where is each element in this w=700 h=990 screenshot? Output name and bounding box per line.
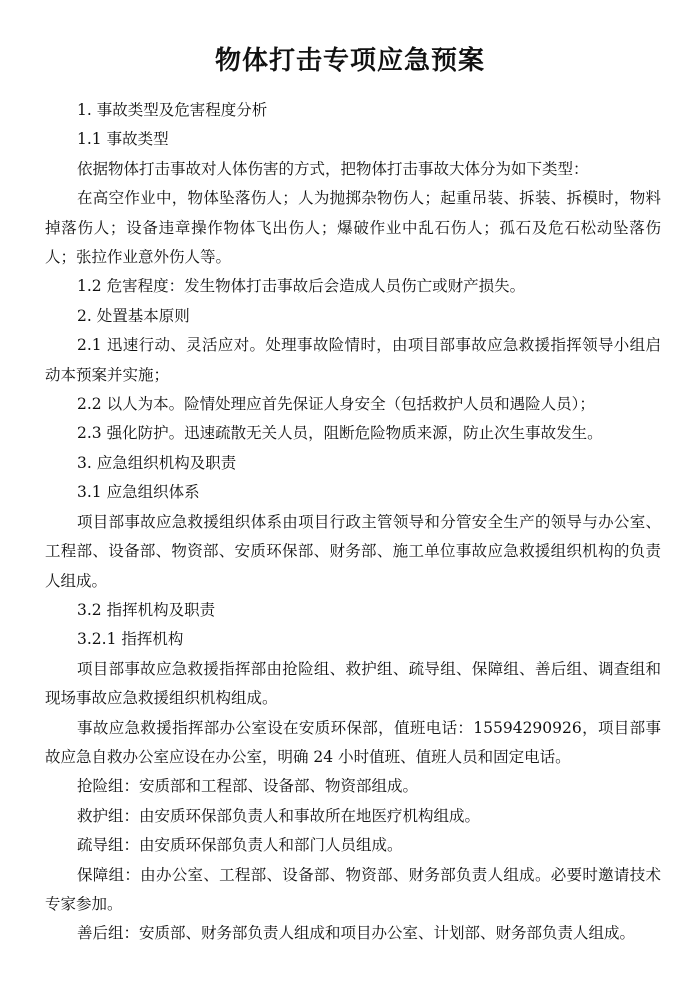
paragraph: 2.3 强化防护。迅速疏散无关人员，阻断危险物质来源，防止次生事故发生。 [77, 424, 603, 443]
heading-1-2: 1.2 危害程度：发生物体打击事故后会造成人员伤亡或财产损失。 [77, 277, 526, 296]
paragraph: 2.1 迅速行动、灵活应对。处理事故险情时，由项目部事故应急救援指挥领导小组启动本预案并实施； [45, 336, 661, 384]
list-item: 疏导组：由安质环保部负责人和部门人员组成。 [77, 836, 403, 855]
heading-3: 3. 应急组织机构及职责 [77, 453, 237, 472]
paragraph: 在高空作业中，物体坠落伤人；人为抛掷杂物伤人；起重吊装、拆装、拆模时，物料掉落伤人；设备违章操作物体飞出伤人；爆破作业中乱石伤人；孤石及危石松动坠落伤人；张拉作业意外伤人等。 [45, 189, 661, 267]
document-body [45, 96, 661, 949]
paragraph: 2.2 以人为本。险情处理应首先保证人身安全（包括救护人员和遇险人员）； [77, 395, 595, 414]
paragraph: 项目部事故应急救援组织体系由项目行政主管领导和分管安全生产的领导与办公室、工程部、设备部、物资部、安质环保部、财务部、施工单位事故应急救援组织机构的负责人组成。 [45, 512, 661, 590]
heading-2: 2. 处置基本原则 [77, 306, 190, 325]
paragraph: 依据物体打击事故对人体伤害的方式，把物体打击事故大体分为如下类型： [77, 159, 589, 178]
heading-3-1: 3.1 应急组织体系 [77, 483, 200, 502]
paragraph: 项目部事故应急救援指挥部由抢险组、救护组、疏导组、保障组、善后组、调查组和现场事故应急救援组织机构组成。 [45, 659, 661, 708]
heading-1: 1. 事故类型及危害程度分析 [77, 101, 268, 119]
list-item: 保障组：由办公室、工程部、设备部、物资部、财务部负责人组成。必要时邀请技术专家参加。 [45, 865, 661, 913]
heading-3-2: 3.2 指挥机构及职责 [77, 600, 216, 619]
heading-3-2-1: 3.2.1 指挥机构 [77, 630, 184, 649]
list-item: 抢险组：安质部和工程部、设备部、物资部组成。 [77, 777, 419, 796]
list-item: 善后组：安质部、财务部负责人组成和项目办公室、计划部、财务部负责人组成。 [77, 924, 636, 943]
paragraph: 事故应急救援指挥部办公室设在安质环保部，值班电话：15594290926，项目部事故应急自救办公室应设在办公室，明确 24 小时值班、值班人员和固定电话。 [45, 718, 661, 766]
page-title: 物体打击专项应急预案 [214, 46, 485, 76]
heading-1-1: 1.1 事故类型 [77, 130, 169, 149]
list-item: 救护组：由安质环保部负责人和事故所在地医疗机构组成。 [77, 806, 481, 825]
